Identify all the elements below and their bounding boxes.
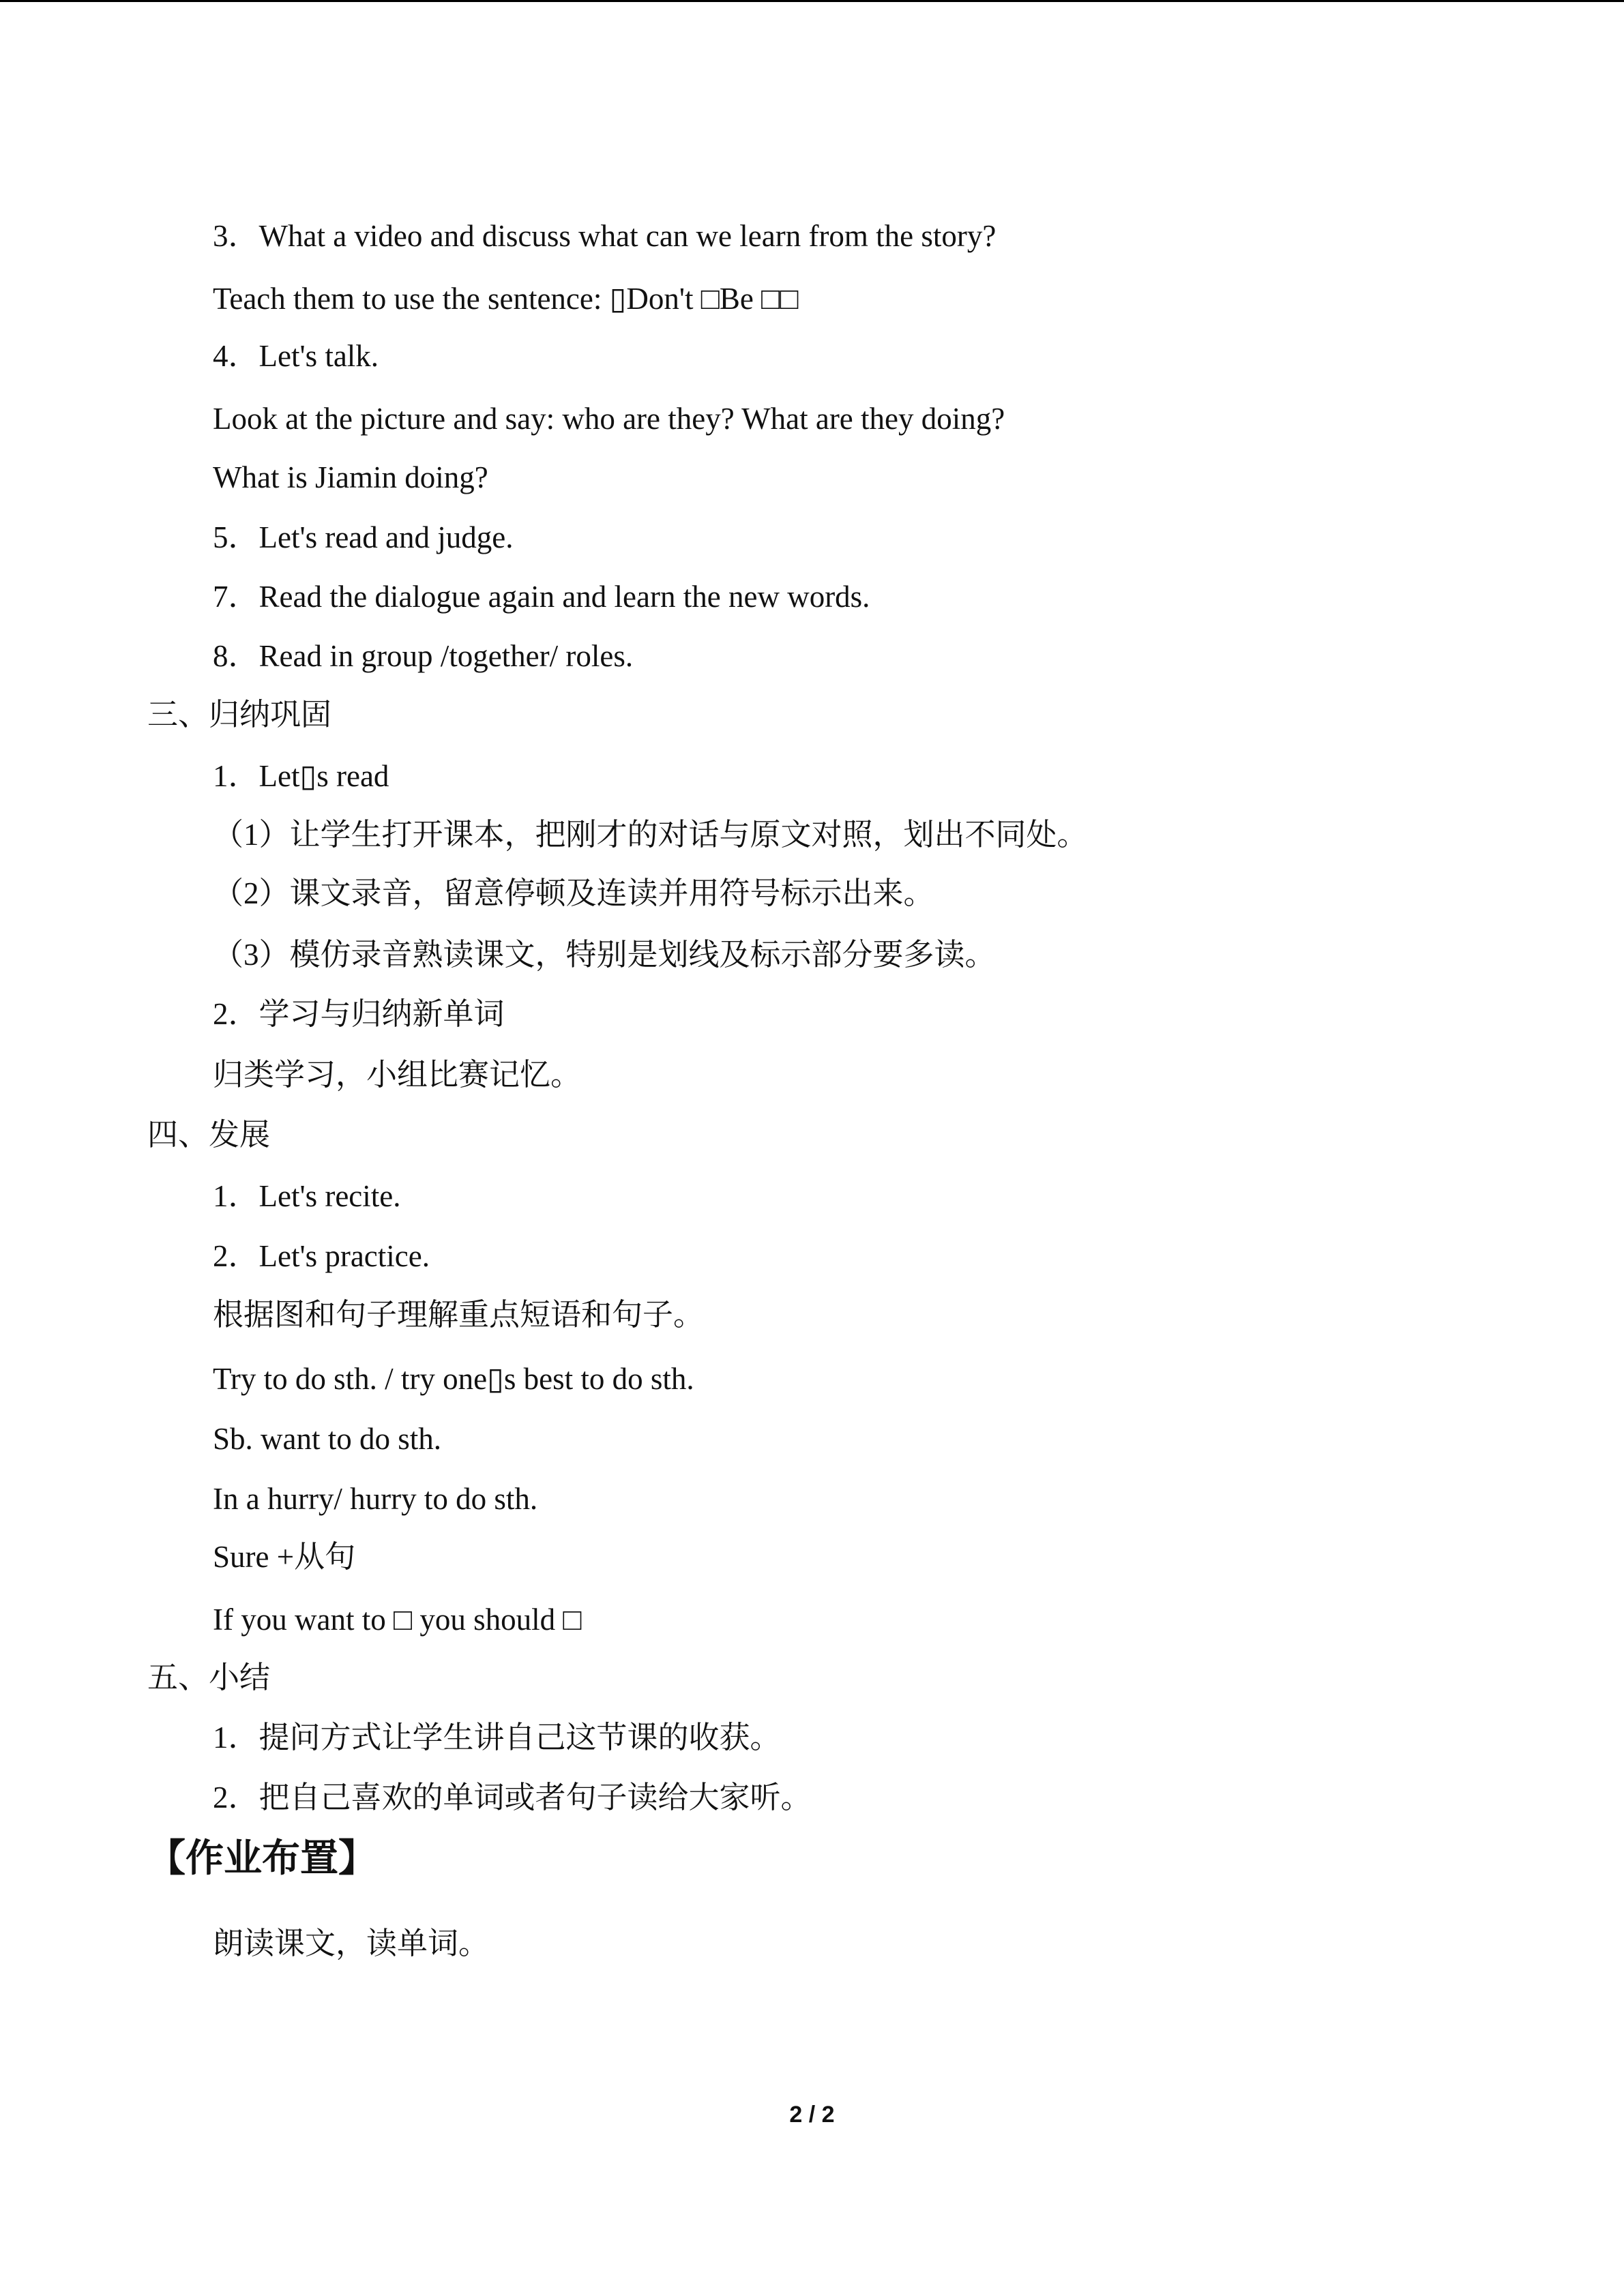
text-line: 7．Read the dialogue again and learn the new words. (213, 580, 870, 614)
text-line: 3．What a video and discuss what can we learn from the story? (213, 219, 996, 253)
text-line: （2）课文录音，留意停顿及连读并用符号标示出来。 (213, 876, 934, 910)
homework-text: 朗读课文，读单词。 (213, 1926, 490, 1960)
section-heading: 三、归纳巩固 (147, 698, 332, 732)
section-heading: 四、发展 (147, 1118, 271, 1152)
text-line: In a hurry/ hurry to do sth. (213, 1482, 538, 1516)
text-line: Look at the picture and say: who are they? What are they doing? (213, 402, 1005, 436)
page-number: 2 / 2 (789, 2102, 835, 2128)
text-line: 8．Read in group /together/ roles. (213, 639, 634, 673)
text-line: 1．Let▯s read (213, 759, 389, 793)
text-line: 1．提问方式让学生讲自己这节课的收获。 (213, 1720, 781, 1755)
text-line: （3）模仿录音熟读课文，特别是划线及标示部分要多读。 (213, 938, 996, 972)
text-line: 5．Let's read and judge. (213, 520, 514, 554)
text-line: If you want to □ you should □ (213, 1602, 582, 1637)
text-line: 4．Let's talk. (213, 339, 379, 373)
section-heading: 五、小结 (147, 1660, 271, 1695)
text-line: Teach them to use the sentence: ▯Don't □Be □□ (213, 282, 799, 316)
homework-heading: 【作业布置】 (147, 1836, 377, 1881)
text-line: （1）让学生打开课本，把刚才的对话与原文对照，划出不同处。 (213, 818, 1088, 852)
text-line: Sb. want to do sth. (213, 1422, 442, 1456)
text-line: 2．学习与归纳新单词 (213, 997, 505, 1031)
text-line: Sure +从句 (213, 1540, 356, 1574)
text-line: 根据图和句子理解重点短语和句子。 (213, 1298, 705, 1332)
text-line: 1．Let's recite. (213, 1179, 401, 1213)
text-line: 2．把自己喜欢的单词或者句子读给大家听。 (213, 1780, 812, 1815)
text-line: 2．Let's practice. (213, 1239, 430, 1273)
text-line: 归类学习，小组比赛记忆。 (213, 1058, 582, 1092)
text-line: Try to do sth. / try one▯s best to do sth. (213, 1362, 694, 1396)
text-line: What is Jiamin doing? (213, 460, 488, 494)
